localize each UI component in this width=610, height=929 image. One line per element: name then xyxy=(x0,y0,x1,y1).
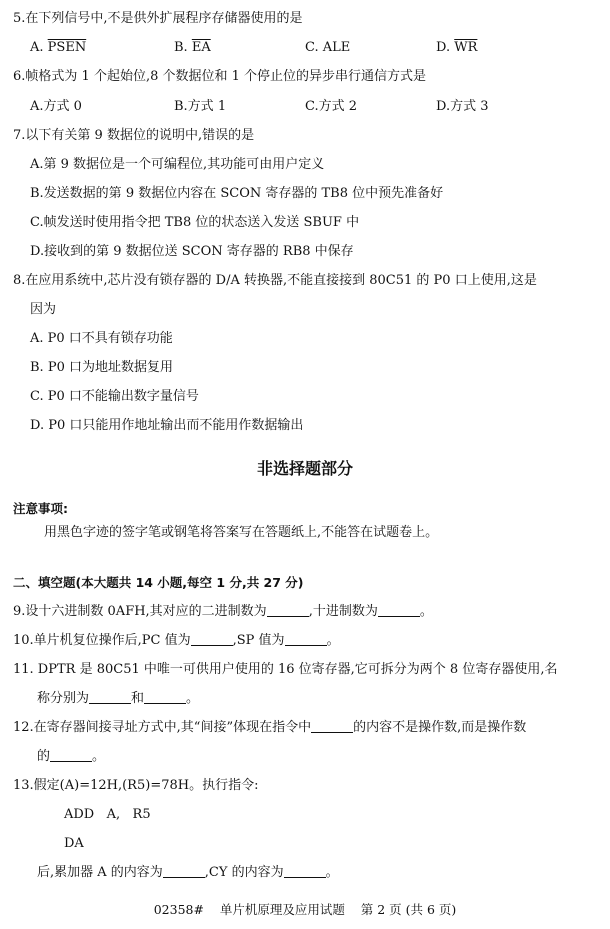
q8-option-a: A. P0 口不具有锁存功能 xyxy=(30,331,173,346)
q7-option-a: A.第 9 数据位是一个可编程位,其功能可由用户定义 xyxy=(30,157,325,172)
q8-option-d: D. P0 口只能用作地址输出而不能用作数据输出 xyxy=(30,418,304,433)
q12-blank-1[interactable] xyxy=(311,720,353,733)
q8-stem-line2: 因为 xyxy=(30,302,57,317)
q8-option-b: B. P0 口为地址数据复用 xyxy=(30,360,173,375)
q8-option-c: C. P0 口不能输出数字量信号 xyxy=(30,389,199,404)
q11-blank-2[interactable] xyxy=(144,691,186,704)
q10-blank-2[interactable] xyxy=(285,633,327,646)
q9-blank-1[interactable] xyxy=(267,604,309,617)
notice-title: 注意事项: xyxy=(13,501,68,516)
q7-option-d: D.接收到的第 9 数据位送 SCON 寄存器的 RB8 中保存 xyxy=(30,244,354,259)
q12-line1: 12.在寄存器间接寻址方式中,其“间接”体现在指令中 的内容不是操作数,而是操作数 xyxy=(13,720,527,735)
notice-text: 用黑色字迹的签字笔或钢笔将答案写在答题纸上,不能答在试题卷上。 xyxy=(44,525,439,540)
q13-code-line1: ADD A, R5 xyxy=(64,807,151,822)
q5-stem: 5.在下列信号中,不是供外扩展程序存储器使用的是 xyxy=(13,11,303,26)
q6-stem: 6.帧格式为 1 个起始位,8 个数据位和 1 个停止位的异步串行通信方式是 xyxy=(13,69,427,84)
q13-answer-line: 后,累加器 A 的内容为 ,CY 的内容为 。 xyxy=(37,865,339,880)
q6-options xyxy=(30,98,590,116)
q5-option-b: B. $\overline{EA}$ xyxy=(174,40,211,55)
q9: 9.设十六进制数 0AFH,其对应的二进制数为 ,十进制数为 。 xyxy=(13,604,433,619)
q6-option-b: B.方式 1 xyxy=(174,99,227,114)
q12-line2: 的 。 xyxy=(37,749,106,764)
q6-option-c: C.方式 2 xyxy=(305,99,358,114)
q7-option-c: C.帧发送时使用指令把 TB8 位的状态送入发送 SBUF 中 xyxy=(30,215,360,230)
q11-blank-1[interactable] xyxy=(89,691,131,704)
q6-option-a: A.方式 0 xyxy=(30,99,82,114)
section-title: 非选择题部分 xyxy=(256,459,353,478)
q5-option-d: D. $\overline{WR}$ xyxy=(436,40,478,55)
q13-blank-2[interactable] xyxy=(284,865,326,878)
q13-code-line2: DA xyxy=(64,836,84,851)
q7-option-b: B.发送数据的第 9 数据位内容在 SCON 寄存器的 TB8 位中预先准备好 xyxy=(30,186,444,201)
q8-stem-line1: 8.在应用系统中,芯片没有锁存器的 D/A 转换器,不能直接接到 80C51 的 P0 口上使用,这是 xyxy=(13,273,537,288)
part2-title: 二、填空题(本大题共 14 小题,每空 1 分,共 27 分) xyxy=(13,575,304,590)
q5-option-a: A. PSEN xyxy=(30,40,87,55)
q12-blank-2[interactable] xyxy=(50,749,92,762)
q6-option-d: D.方式 3 xyxy=(436,99,489,114)
q7-stem: 7.以下有关第 9 数据位的说明中,错误的是 xyxy=(13,128,255,143)
q11-line2: 称分别为 和 。 xyxy=(37,691,200,706)
q10-blank-1[interactable] xyxy=(191,633,233,646)
q10: 10.单片机复位操作后,PC 值为 ,SP 值为 。 xyxy=(13,633,340,648)
q13-stem: 13.假定(A)=12H,(R5)=78H。执行指令: xyxy=(13,778,259,793)
q13-blank-1[interactable] xyxy=(163,865,205,878)
page-footer: 02358# 单片机原理及应用试题 第 2 页 (共 6 页) xyxy=(153,902,457,917)
q5-option-c: C. ALE xyxy=(305,40,351,55)
q11-line1: 11. DPTR 是 80C51 中唯一可供用户使用的 16 位寄存器,它可拆分为两个 8 位寄存器使用,名 xyxy=(13,662,558,677)
q5-options xyxy=(30,39,590,57)
q9-blank-2[interactable] xyxy=(378,604,420,617)
